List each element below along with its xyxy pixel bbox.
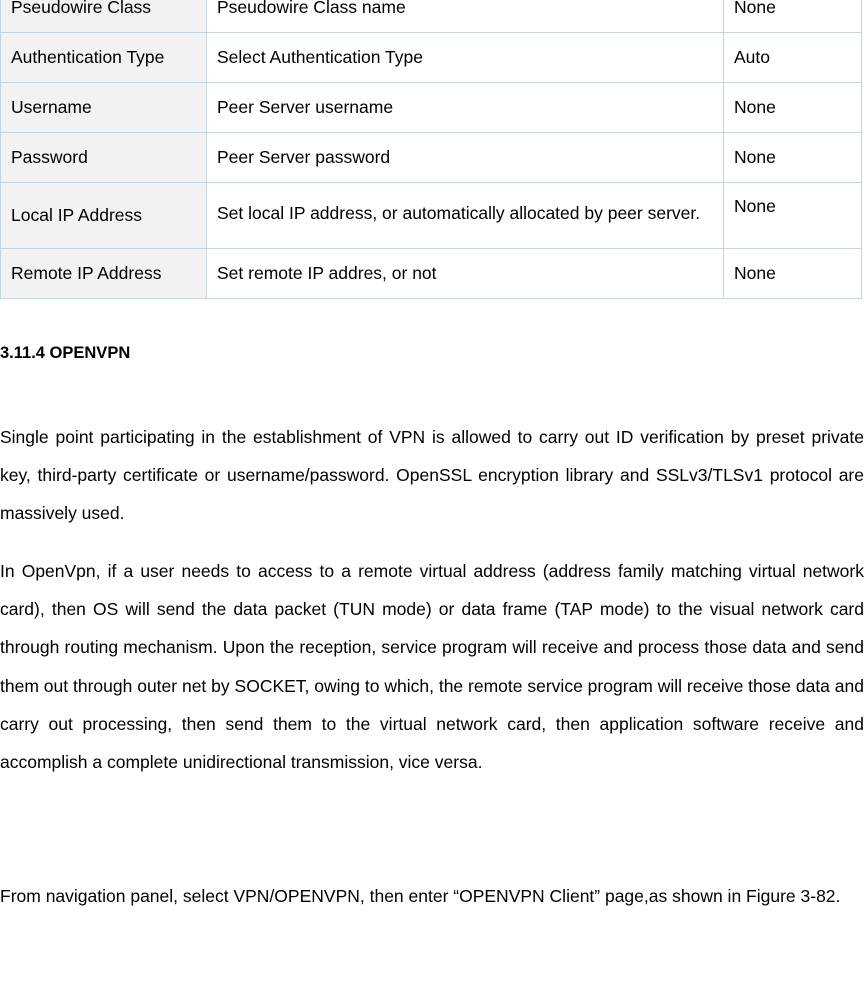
param-description: Peer Server username <box>207 83 724 133</box>
param-default: None <box>724 83 862 133</box>
param-name: Local IP Address <box>1 183 207 249</box>
param-default: None <box>724 183 862 249</box>
param-name: Remote IP Address <box>1 249 207 299</box>
parameter-table <box>0 0 862 299</box>
param-name: Authentication Type <box>1 33 207 83</box>
param-name: Pseudowire Class <box>1 0 207 33</box>
paragraph-navigation: From navigation panel, select VPN/OPENVPN, then enter “OPENVPN Client” page,as shown in Figure 3-82. <box>0 886 841 906</box>
param-default: None <box>724 133 862 183</box>
table-row <box>1 83 862 133</box>
param-name: Username <box>1 83 207 133</box>
table-row <box>1 133 862 183</box>
param-description: Peer Server password <box>207 133 724 183</box>
paragraph-mechanism: In OpenVpn, if a user needs to access to a remote virtual address (address family matching virtual network card), then OS will send the data packet (TUN mode) or data frame (TAP mode) to the visual network card through routing mechanism. Upon the reception, service program will receive and process those data and send them out through outer net by SOCKET, owing to which, the remote service program will receive those data and carry out processing, then send them to the virtual network card, then application software receive and accomplish a complete unidirectional transmission, vice versa. <box>0 561 864 773</box>
table-row <box>1 249 862 299</box>
param-default: Auto <box>724 33 862 83</box>
param-description: Pseudowire Class name <box>207 0 724 33</box>
param-default: None <box>724 249 862 299</box>
param-description-text: Set local IP address, or automatically allocated by peer server. <box>217 202 701 223</box>
paragraph-overview: Single point participating in the establishment of VPN is allowed to carry out ID verification by preset private key, third-party certificate or username/password. OpenSSL encryption library and SSLv3/TLSv1 protocol are massively used. <box>0 427 864 524</box>
param-description <box>207 183 724 249</box>
table-row <box>1 33 862 83</box>
param-default: None <box>724 0 862 33</box>
table-row <box>1 183 862 249</box>
param-description: Select Authentication Type <box>207 33 724 83</box>
param-name: Password <box>1 133 207 183</box>
section-heading: 3.11.4 OPENVPN <box>0 344 131 362</box>
table-row <box>1 0 862 33</box>
param-description: Set remote IP addres, or not <box>207 249 724 299</box>
